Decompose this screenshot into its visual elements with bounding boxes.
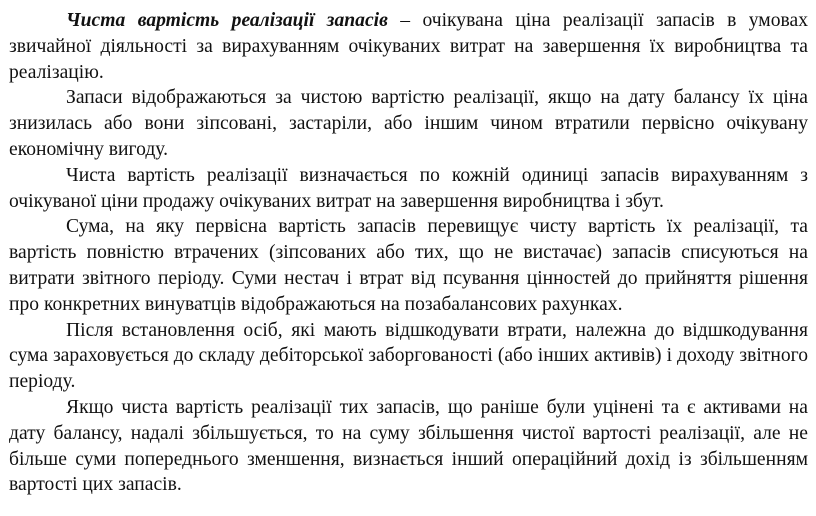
paragraph-revaluation-income: Якщо чиста вартість реалізації тих запасів, що раніше були уцінені та є активами на дату балансу, надалі збільшується, то на суму збільшення чистої вартості реалізації, але не більше суми попереднього зменшення, визнається інший операційний дохід із збільшенням вартості цих запасів. — [9, 396, 808, 496]
defined-term: Чиста вартість реалізації запасів — [66, 10, 388, 31]
paragraph-net-value-display: Запаси відображаються за чистою вартістю реалізації, якщо на дату балансу їх ціна знизилась або вони зіпсовані, застаріли, або іншим чином втратили первісно очікувану економічну вигоду. — [9, 87, 808, 160]
paragraph-write-off: Сума, на яку первісна вартість запасів перевищує чисту вартість їх реалізації, та вартість повністю втрачених (зіпсованих або тих, що не вистачає) запасів списуються на витрати звітного періоду. Суми нестач і втрат від псування цінностей до прийняття рішення про конкретних винуватців відображаються на позабалансових рахунках. — [9, 216, 808, 315]
paragraph-per-unit-calculation: Чиста вартість реалізації визначається по кожній одиниці запасів вирахуванням з очікуваної ціни продажу очікуваних витрат на завершення виробництва і збут. — [9, 164, 808, 212]
definition-text: – очікувана ціна реалізації запасів в умовах звичайної діяльності за вирахуванням очікуваних витрат на завершення їх виробництва та реалізацію. — [9, 10, 808, 83]
paragraph-compensation: Після встановлення осіб, які мають відшкодувати втрати, належна до відшкодування сума зараховується до складу дебіторської заборгованості (або інших активів) і доходу звітного періоду. — [9, 319, 808, 393]
paragraph-definition — [9, 8, 808, 85]
